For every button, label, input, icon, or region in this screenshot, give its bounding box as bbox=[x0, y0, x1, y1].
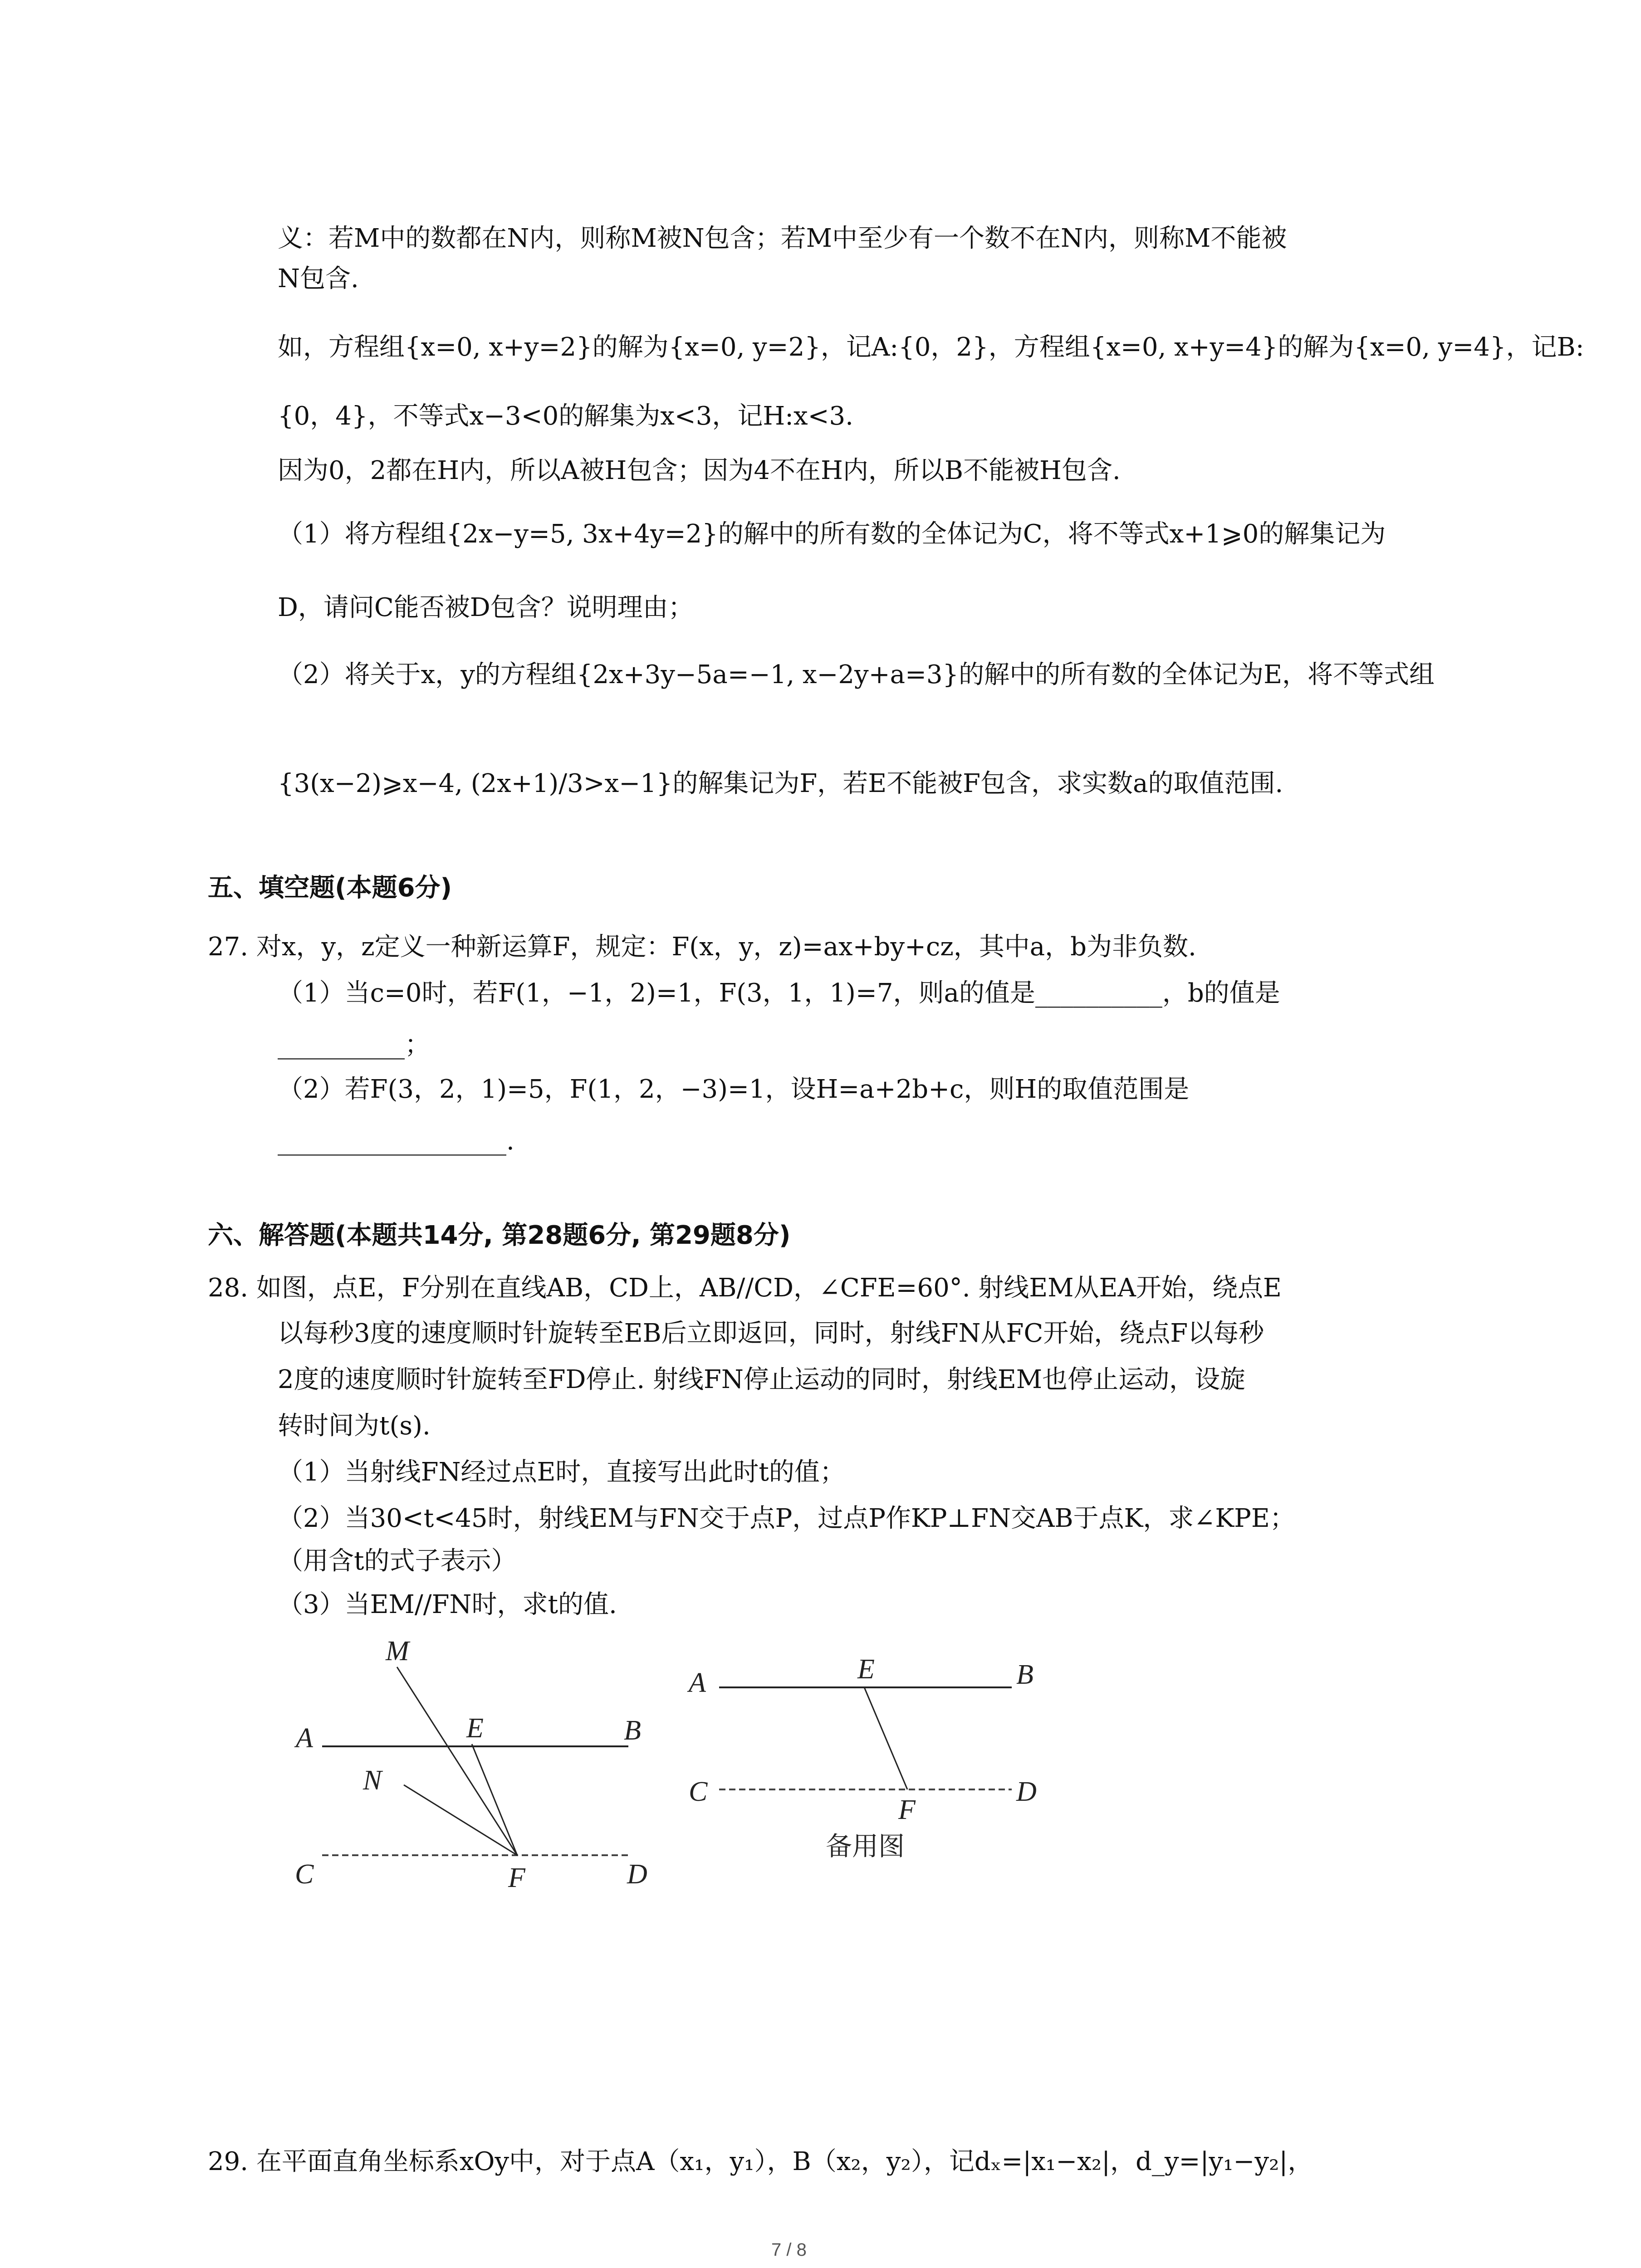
ray-fn bbox=[404, 1785, 517, 1855]
page-number: 7 / 8 bbox=[771, 2240, 807, 2260]
q28-line1: 28. 如图，点E，F分别在直线AB，CD上，AB//CD，∠CFE=60°. 射线EM从EA开始，绕点E bbox=[208, 1273, 1282, 1303]
label-b: B bbox=[624, 1715, 641, 1746]
label-c: C bbox=[295, 1859, 314, 1890]
q28-line3: 2度的速度顺时针旋转至FD停止. 射线FN停止运动的同时，射线EM也停止运动，设旋 bbox=[278, 1365, 1246, 1394]
q26-example3: 因为0，2都在H内，所以A被H包含；因为4不在H内，所以B不能被H包含. bbox=[278, 456, 1121, 485]
label-f: F bbox=[508, 1862, 525, 1893]
section6-title: 六、解答题(本题共14分, 第28题6分, 第29题8分) bbox=[208, 1221, 791, 1250]
label-b: B bbox=[1016, 1659, 1034, 1690]
q26-part1b: D，请问C能否被D包含？说明理由； bbox=[278, 593, 694, 622]
q26-line1: 义：若M中的数都在N内，则称M被N包含；若M中至少有一个数不在N内，则称M不能被 bbox=[278, 224, 1287, 253]
label-n: N bbox=[363, 1765, 382, 1796]
q26-part1a: （1）将方程组{2x−y=5, 3x+4y=2}的解中的所有数的全体记为C，将不等式x+1⩾0的解集记为 bbox=[278, 519, 1386, 549]
q26-part2a: （2）将关于x，y的方程组{2x+3y−5a=−1, x−2y+a=3}的解中的所有数的全体记为E，将不等式组 bbox=[278, 660, 1435, 689]
q27-part1a: （1）当c=0时，若F(1，−1，2)=1，F(3，1，1)=7，则a的值是__________，b的值是 bbox=[278, 978, 1280, 1008]
q28-part1: （1）当射线FN经过点E时，直接写出此时t的值； bbox=[278, 1457, 845, 1487]
geometry-figure-backup bbox=[681, 1651, 1080, 1887]
ray-em bbox=[397, 1667, 517, 1855]
q28-part3: （3）当EM//FN时，求t的值. bbox=[278, 1590, 617, 1619]
q27-part2a: （2）若F(3，2，1)=5，F(1，2，−3)=1，设H=a+2b+c，则H的取值范围是 bbox=[278, 1075, 1190, 1104]
label-a: A bbox=[296, 1723, 313, 1754]
q26-example1: 如，方程组{x=0, x+y=2}的解为{x=0, y=2}，记A:{0，2}，方程组{x=0, x+y=4}的解为{x=0, y=4}，记B: bbox=[278, 332, 1584, 362]
q26-line2: N包含. bbox=[278, 264, 359, 293]
label-c: C bbox=[689, 1776, 708, 1807]
segment-ef bbox=[864, 1687, 907, 1789]
q28-line4: 转时间为t(s). bbox=[278, 1411, 431, 1441]
label-f: F bbox=[898, 1794, 916, 1825]
q26-example2: {0，4}，不等式x−3<0的解集为x<3，记H:x<3. bbox=[278, 401, 853, 431]
q28-part2b: （用含t的式子表示） bbox=[278, 1546, 517, 1576]
q27-part1b: __________； bbox=[278, 1030, 430, 1060]
geometry-figure-main bbox=[281, 1633, 681, 1923]
figure-caption: 备用图 bbox=[826, 1831, 905, 1862]
q29-line1: 29. 在平面直角坐标系xOy中，对于点A（x₁，y₁），B（x₂，y₂），记dₓ=|x₁−x₂|，d_y=|y₁−y₂|， bbox=[208, 2147, 1313, 2176]
label-e: E bbox=[857, 1654, 875, 1685]
section5-title: 五、填空题(本题6分) bbox=[208, 873, 452, 903]
segment-ef bbox=[472, 1744, 517, 1855]
label-d: D bbox=[1016, 1776, 1037, 1807]
q27-part2b: __________________. bbox=[278, 1126, 514, 1156]
label-d: D bbox=[627, 1859, 647, 1890]
label-e: E bbox=[466, 1713, 484, 1744]
label-a: A bbox=[689, 1667, 706, 1698]
q28-line2: 以每秒3度的速度顺时针旋转至EB后立即返回，同时，射线FN从FC开始，绕点F以每秒 bbox=[278, 1319, 1264, 1348]
label-m: M bbox=[386, 1636, 409, 1667]
q27-stem: 27. 对x，y，z定义一种新运算F，规定：F(x，y，z)=ax+by+cz，其中a，b为非负数. bbox=[208, 932, 1196, 962]
q26-part2b: {3(x−2)⩾x−4, (2x+1)/3>x−1}的解集记为F，若E不能被F包含，求实数a的取值范围. bbox=[278, 769, 1283, 798]
q28-part2: （2）当30<t<45时，射线EM与FN交于点P，过点P作KP⊥FN交AB于点K，求∠KPE； bbox=[278, 1504, 1295, 1533]
